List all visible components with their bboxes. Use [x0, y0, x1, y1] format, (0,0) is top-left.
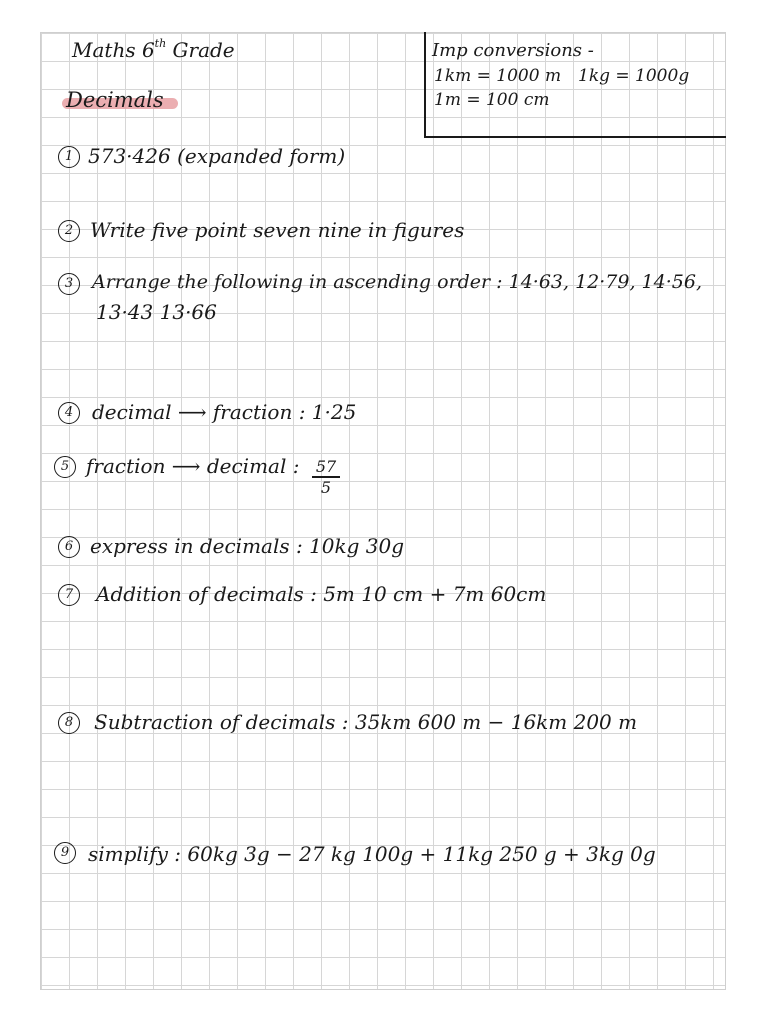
question-3-text: Arrange the following in ascending order : 14·63, 12·79, 14·56,: [92, 271, 702, 293]
title-main: Maths 6: [72, 38, 155, 62]
question-number-4: 4: [58, 402, 80, 424]
title-sup: th: [154, 37, 167, 50]
question-1-text: 573·426 (expanded form): [88, 144, 346, 168]
question-5-text: fraction ⟶ decimal :: [86, 454, 300, 478]
conversion-km-m: 1km = 1000 m: [434, 66, 562, 86]
fraction-numerator: 57: [312, 458, 340, 478]
fraction-denominator: 5: [320, 478, 332, 497]
question-number-9: 9: [54, 842, 76, 864]
question-number-5: 5: [54, 456, 76, 478]
question-number-8: 8: [58, 712, 80, 734]
question-number-2: 2: [58, 220, 80, 242]
conversion-kg-g: 1kg = 1000g: [578, 66, 690, 86]
question-8-text: Subtraction of decimals : 35km 600 m − 16km 200 m: [94, 710, 638, 734]
question-number-6: 6: [58, 536, 80, 558]
conversions-title: Imp conversions -: [432, 40, 594, 61]
topic-heading: [66, 90, 164, 111]
question-number-3: 3: [58, 273, 80, 295]
topic-label: Decimals: [66, 88, 164, 112]
question-4-text: decimal ⟶ fraction : 1·25: [92, 400, 357, 424]
question-3-continued: 13·43 13·66: [96, 300, 217, 324]
conversion-m-cm: 1m = 100 cm: [434, 90, 550, 110]
page-title: [72, 38, 235, 60]
question-7-text: Addition of decimals : 5m 10 cm + 7m 60cm: [96, 582, 547, 606]
title-end: Grade: [166, 38, 235, 62]
question-9-text: simplify : 60kg 3g − 27 kg 100g + 11kg 250 g + 3kg 0g: [88, 842, 656, 866]
question-6-text: express in decimals : 10kg 30g: [90, 534, 405, 558]
question-5-fraction: [312, 458, 340, 498]
question-number-7: 7: [58, 584, 80, 606]
question-2-text: Write five point seven nine in figures: [90, 218, 465, 242]
question-number-1: 1: [58, 146, 80, 168]
